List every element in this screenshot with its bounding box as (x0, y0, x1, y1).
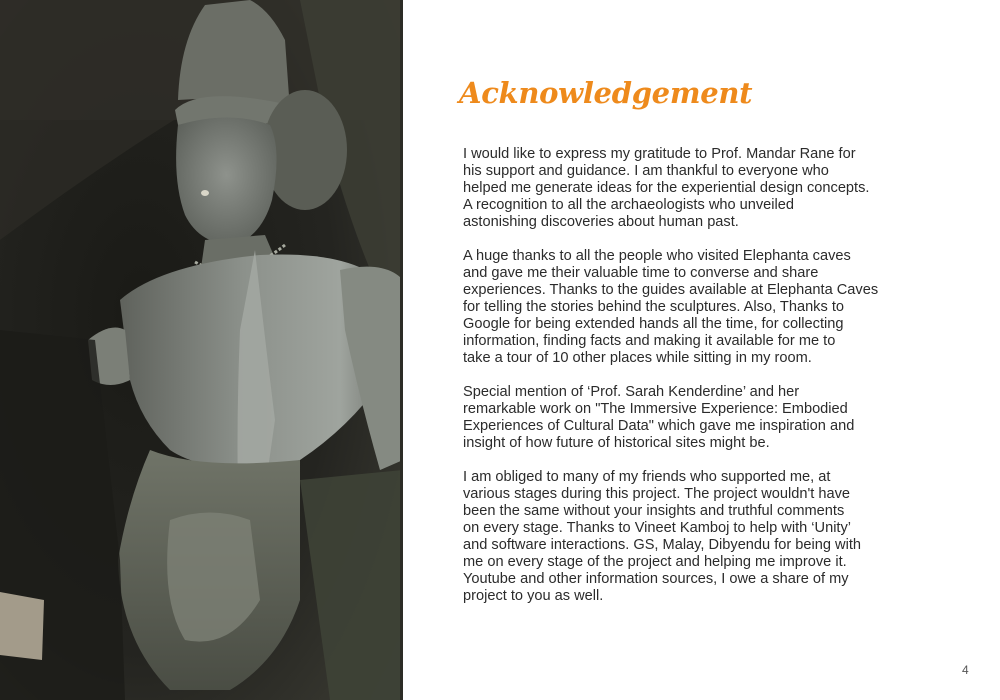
sculpture-photo-icon (0, 0, 403, 700)
page-title: Acknowledgement (459, 76, 753, 110)
paragraph-3: Special mention of ‘Prof. Sarah Kenderdine’ and her remarkable work on "The Immersive Experience: Embodied Experiences of Cultural Data" which gave me inspiration and insight of how future of historical sites might be. (463, 384, 855, 451)
page-number: 4 (962, 663, 969, 677)
paragraph-1: I would like to express my gratitude to Prof. Mandar Rane for his support and guidance. I am thankful to everyone who helped me generate ideas for the experiential design concepts. A recognition to all the archaeologists who unveiled astonishing discoveries about human past. (463, 146, 870, 230)
paragraph-4: I am obliged to many of my friends who supported me, at various stages during this project. The project wouldn't have been the same without your insights and truthful comments on every stage. Thanks to Vineet Kamboj to help with ‘Unity’ and software interactions. GS, Malay, Dibyendu for being with me on every stage of the project and helping me improve it. Youtube and other information sources, I owe a share of my project to you as well. (463, 469, 862, 604)
sculpture-photo (0, 0, 403, 700)
paragraph-2: A huge thanks to all the people who visited Elephanta caves and gave me their valuable time to converse and share experiences. Thanks to the guides available at Elephanta Caves for telling the stories behind the sculptures. Also, Thanks to Google for being extended hands all the time, for collecting information, finding facts and making it available for me to take a tour of 10 other places while sitting in my room. (463, 248, 879, 366)
acknowledgement-body (463, 146, 933, 622)
